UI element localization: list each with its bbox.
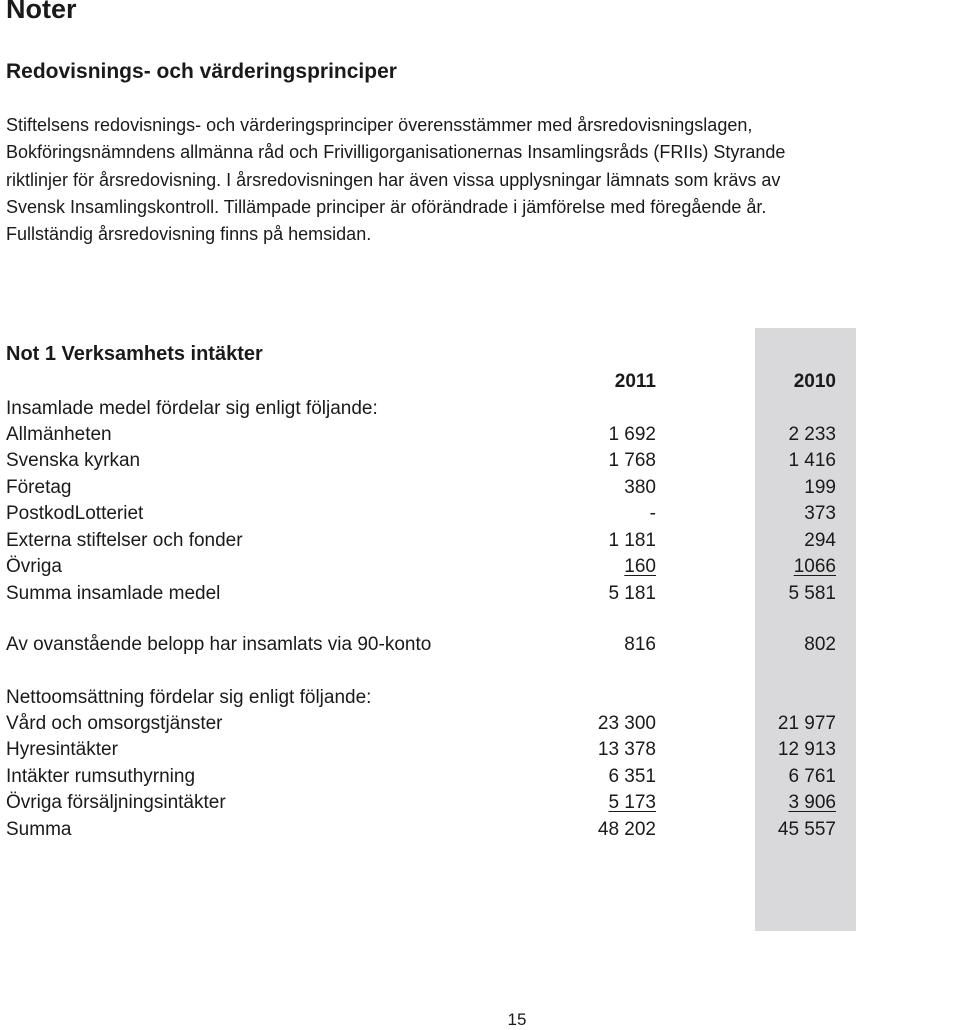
value-2010: 2 233 <box>788 424 836 445</box>
year-2011-header: 2011 <box>614 371 656 392</box>
row-label: PostkodLotteriet <box>6 503 144 524</box>
intro-line: riktlinjer för årsredovisning. I årsredovisningen har även vissa upplysningar lämnats som krävs av <box>6 169 781 190</box>
subtotal-row <box>6 581 836 607</box>
intro-line: Fullständig årsredovisning finns på hemsidan. <box>6 224 372 245</box>
value-2011: 160 <box>624 556 656 577</box>
value-2011: 5 173 <box>608 792 656 813</box>
row-label: Intäkter rumsuthyrning <box>6 766 196 787</box>
value-2010: 6 761 <box>788 766 836 787</box>
value-2010: 373 <box>804 503 836 524</box>
row-label: Hyresintäkter <box>6 739 118 760</box>
table-row <box>6 475 836 501</box>
value-2010: 3 906 <box>788 792 836 813</box>
table-row <box>6 501 836 527</box>
table-row <box>6 528 836 554</box>
value-2011: 5 181 <box>608 583 656 604</box>
table-row <box>6 764 836 790</box>
row-label: Allmänheten <box>6 424 112 445</box>
table-row <box>6 422 836 448</box>
page-title: Noter <box>6 0 77 24</box>
value-2011: 13 378 <box>597 739 656 760</box>
value-2011: 380 <box>624 477 656 498</box>
row-label: Summa insamlade medel <box>6 583 221 604</box>
value-2010: 5 581 <box>788 583 836 604</box>
table-row <box>6 632 836 658</box>
table-row <box>6 396 836 422</box>
value-2011: 23 300 <box>597 713 656 734</box>
value-2011: 1 181 <box>608 530 656 551</box>
row-label: Vård och omsorgstjänster <box>6 713 223 734</box>
year-header-row <box>6 369 836 395</box>
value-2010: 1 416 <box>788 450 836 471</box>
value-2011: 6 351 <box>608 766 656 787</box>
row-label: Externa stiftelser och fonder <box>6 530 243 551</box>
row-label: Av ovanstående belopp har insamlats via 90-konto <box>6 634 432 655</box>
value-2010: 802 <box>804 634 836 655</box>
total-row <box>6 817 836 843</box>
year-2010-header: 2010 <box>793 371 836 392</box>
row-label: Övriga <box>6 556 62 577</box>
row-label: Nettoomsättning fördelar sig enligt följande: <box>6 687 372 708</box>
intro-line: Bokföringsnämndens allmänna råd och Frivilligorganisationernas Insamlingsråds (FRIIs) Styrande <box>6 142 786 163</box>
table-row <box>6 711 836 737</box>
value-2010: 199 <box>804 477 836 498</box>
value-2010: 1066 <box>793 556 836 577</box>
value-2011: 816 <box>624 634 656 655</box>
table-row <box>6 448 836 474</box>
page-number: 15 <box>507 1010 527 1029</box>
note-heading: Not 1 Verksamhets intäkter <box>6 343 263 365</box>
value-2010: 21 977 <box>777 713 836 734</box>
row-label: Övriga försäljningsintäkter <box>6 792 226 813</box>
value-2011: 1 768 <box>608 450 656 471</box>
row-label: Insamlade medel fördelar sig enligt följande: <box>6 398 378 419</box>
intro-line: Svensk Insamlingskontroll. Tillämpade principer är oförändrade i jämförelse med föregående år. <box>6 196 767 217</box>
value-2010: 294 <box>804 530 836 551</box>
row-label: Svenska kyrkan <box>6 450 141 471</box>
table-row <box>6 737 836 763</box>
value-2010: 12 913 <box>777 739 836 760</box>
table-row <box>6 790 836 816</box>
table-row <box>6 685 836 711</box>
intro-line: Stiftelsens redovisnings- och värderingsprinciper överensstämmer med årsredovisningslagen, <box>6 115 753 135</box>
value-2010: 45 557 <box>777 819 836 840</box>
value-2011: 48 202 <box>597 819 656 840</box>
table-row <box>6 554 836 580</box>
value-2011: - <box>649 503 656 524</box>
intro-paragraph <box>6 112 785 248</box>
section-heading: Redovisnings- och värderingsprinciper <box>6 60 397 83</box>
row-label: Summa <box>6 819 72 840</box>
row-label: Företag <box>6 477 72 498</box>
value-2011: 1 692 <box>608 424 656 445</box>
